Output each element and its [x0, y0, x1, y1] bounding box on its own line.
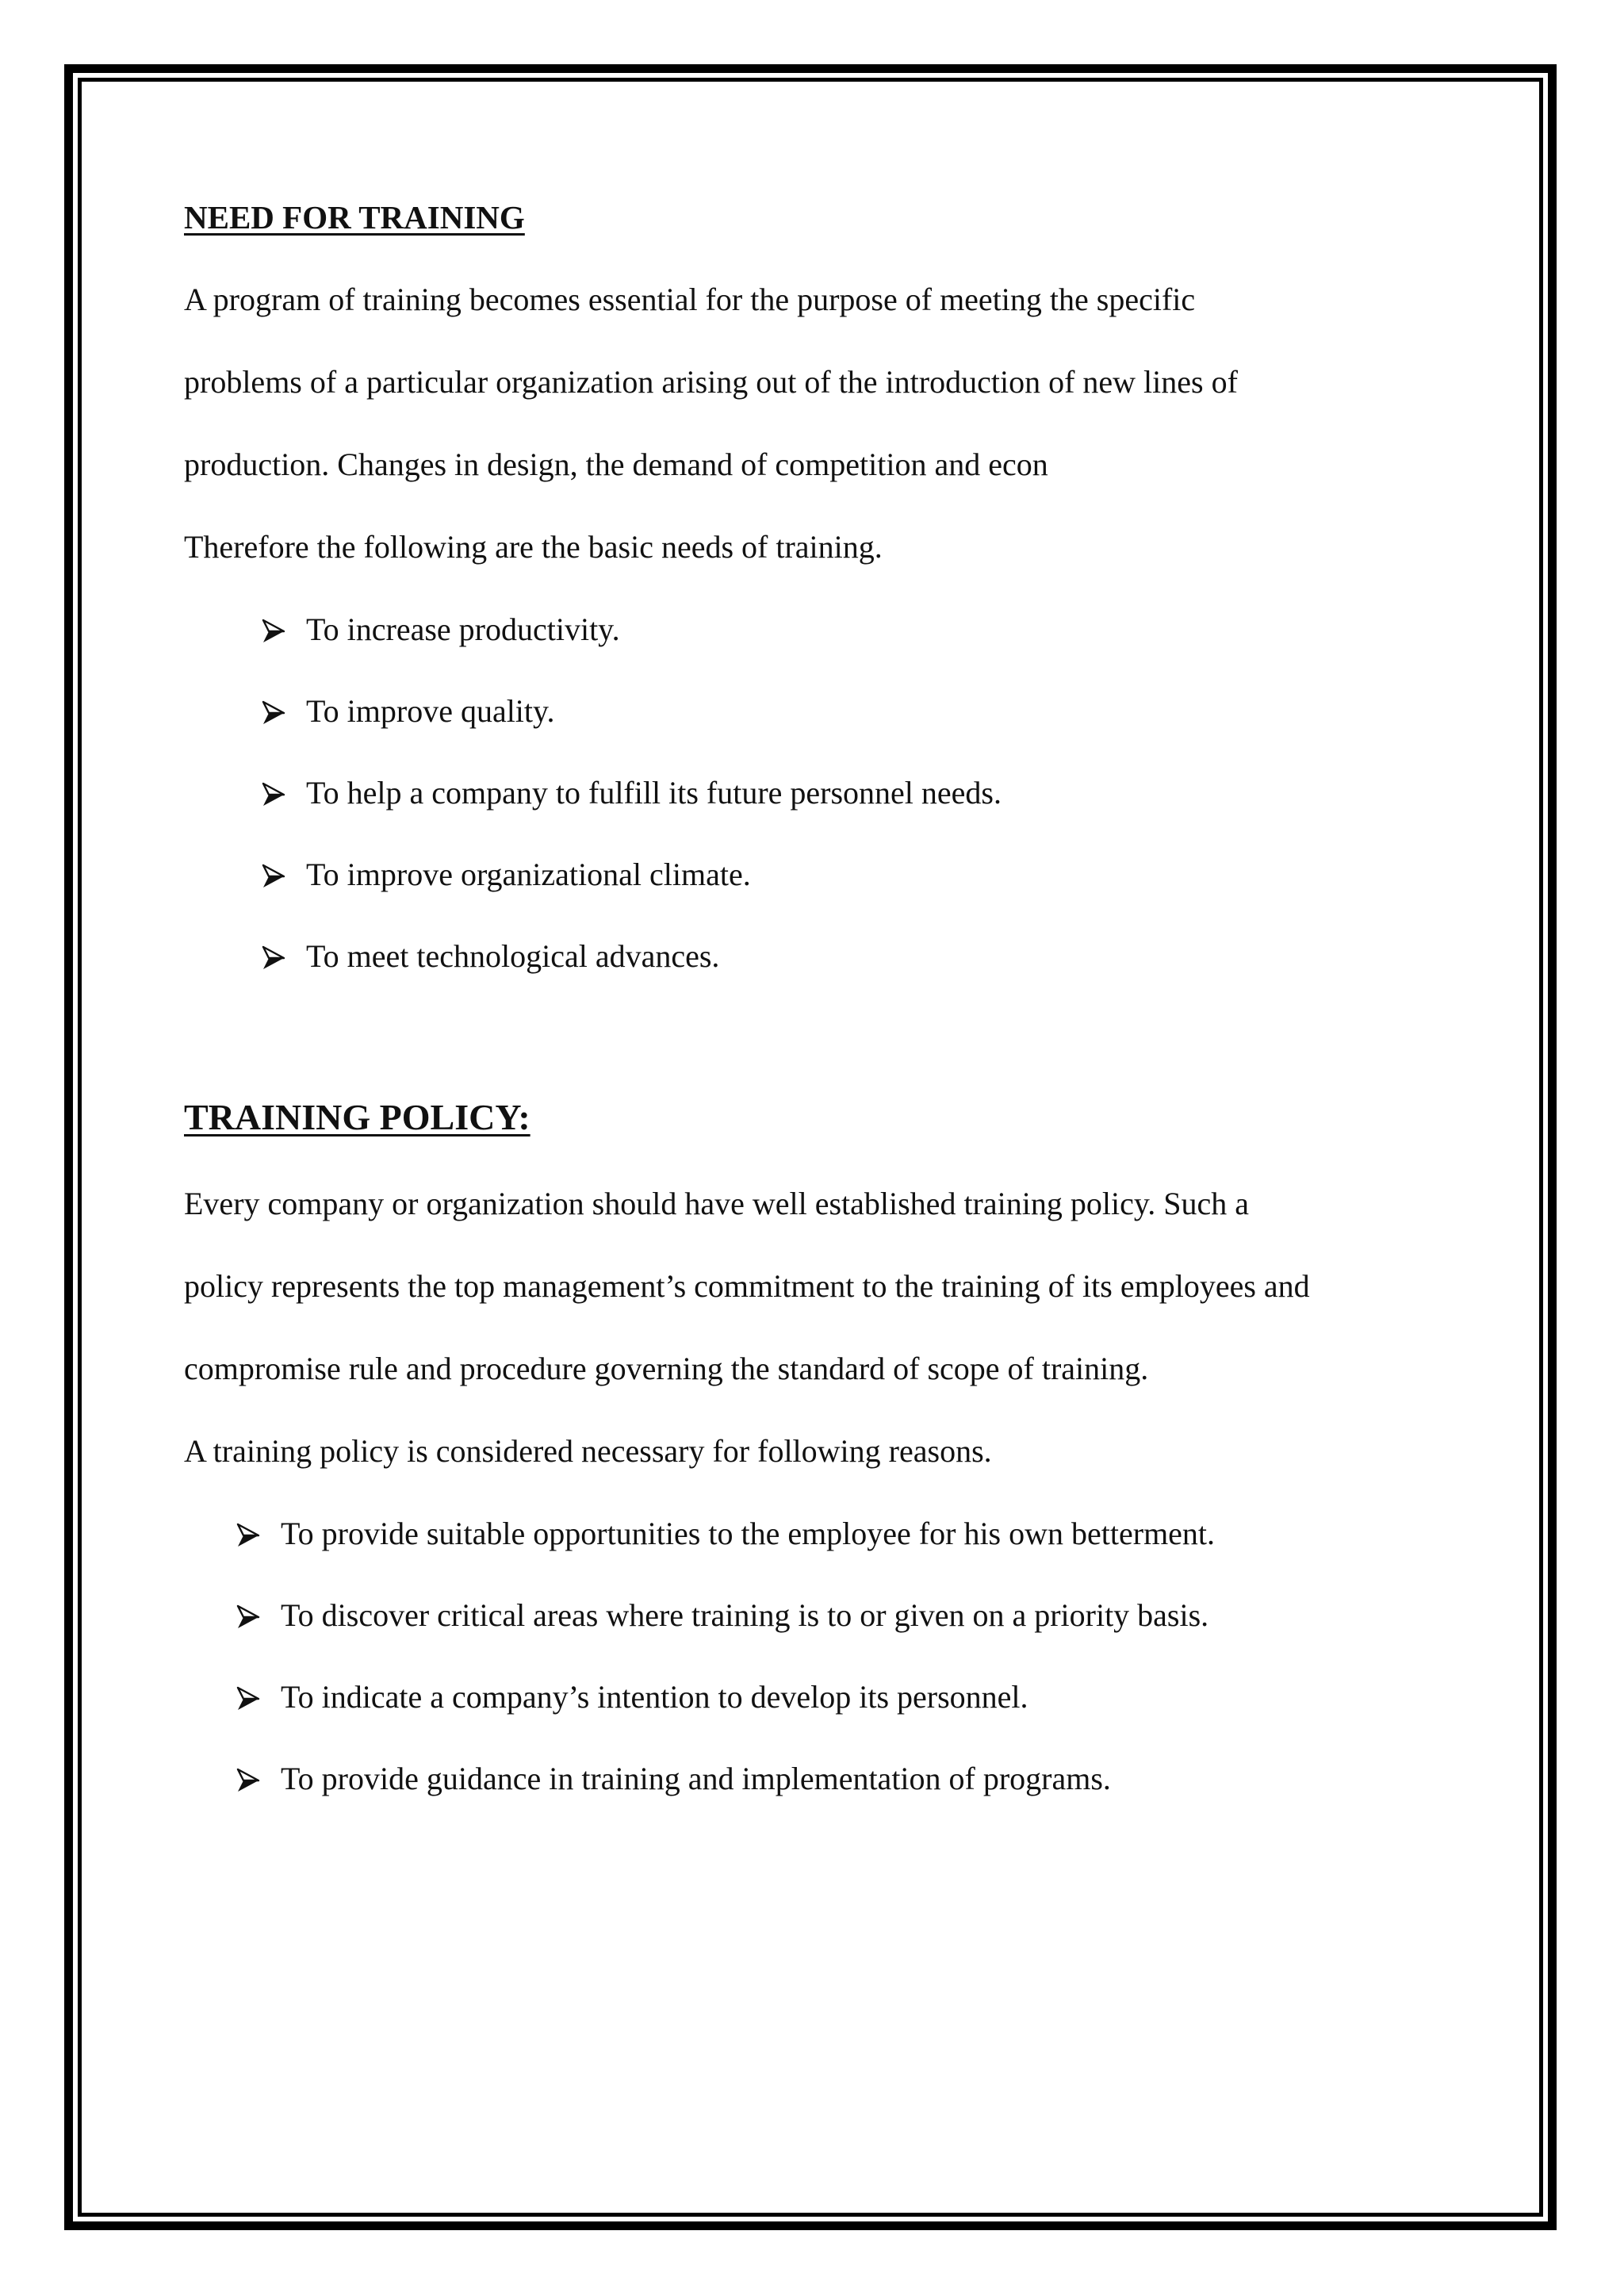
list-item: [236, 1678, 1028, 1716]
list-item-text: To meet technological advances.: [306, 938, 720, 974]
list-item: [262, 937, 719, 976]
list-intro: A training policy is considered necessary for following reasons.: [184, 1433, 992, 1469]
list-item-text: To discover critical areas where training is to or given on a priority basis.: [281, 1597, 1209, 1633]
list-item-text: To provide suitable opportunities to the employee for his own betterment.: [281, 1516, 1216, 1551]
arrowhead-bullet-icon: [262, 619, 285, 644]
section-heading-need-for-training: NEED FOR TRAINING: [184, 199, 525, 236]
list-item: [262, 611, 620, 649]
arrowhead-bullet-icon: [236, 1686, 260, 1711]
paragraph-line: policy represents the top management’s commitment to the training of its employees and: [184, 1268, 1310, 1304]
list-item: [236, 1596, 1208, 1635]
paragraph-line: A program of training becomes essential for the purpose of meeting the specific: [184, 282, 1196, 317]
paragraph-line: compromise rule and procedure governing the standard of scope of training.: [184, 1351, 1149, 1386]
list-item: [262, 692, 554, 730]
list-item: [236, 1760, 1111, 1798]
paragraph-line: Every company or organization should have well established training policy. Such a: [184, 1186, 1249, 1221]
list-item: [236, 1515, 1215, 1553]
arrowhead-bullet-icon: [262, 782, 285, 807]
paragraph-line: problems of a particular organization arising out of the introduction of new lines of: [184, 364, 1238, 400]
arrowhead-bullet-icon: [236, 1604, 260, 1630]
list-item-text: To improve quality.: [306, 693, 555, 729]
list-item-text: To increase productivity.: [306, 611, 620, 647]
arrowhead-bullet-icon: [236, 1768, 260, 1793]
list-item: [262, 856, 751, 894]
list-item: [262, 774, 1002, 812]
list-item-text: To provide guidance in training and implementation of programs.: [281, 1761, 1111, 1796]
arrowhead-bullet-icon: [236, 1523, 260, 1548]
list-item-text: To indicate a company’s intention to develop its personnel.: [281, 1679, 1028, 1715]
section-heading-training-policy: TRAINING POLICY:: [184, 1097, 530, 1137]
list-intro: Therefore the following are the basic needs of training.: [184, 529, 883, 565]
arrowhead-bullet-icon: [262, 700, 285, 726]
paragraph-line: production. Changes in design, the demand of competition and econ: [184, 447, 1048, 482]
list-item-text: To help a company to fulfill its future personnel needs.: [306, 775, 1002, 811]
list-item-text: To improve organizational climate.: [306, 857, 751, 892]
arrowhead-bullet-icon: [262, 864, 285, 889]
arrowhead-bullet-icon: [262, 945, 285, 971]
